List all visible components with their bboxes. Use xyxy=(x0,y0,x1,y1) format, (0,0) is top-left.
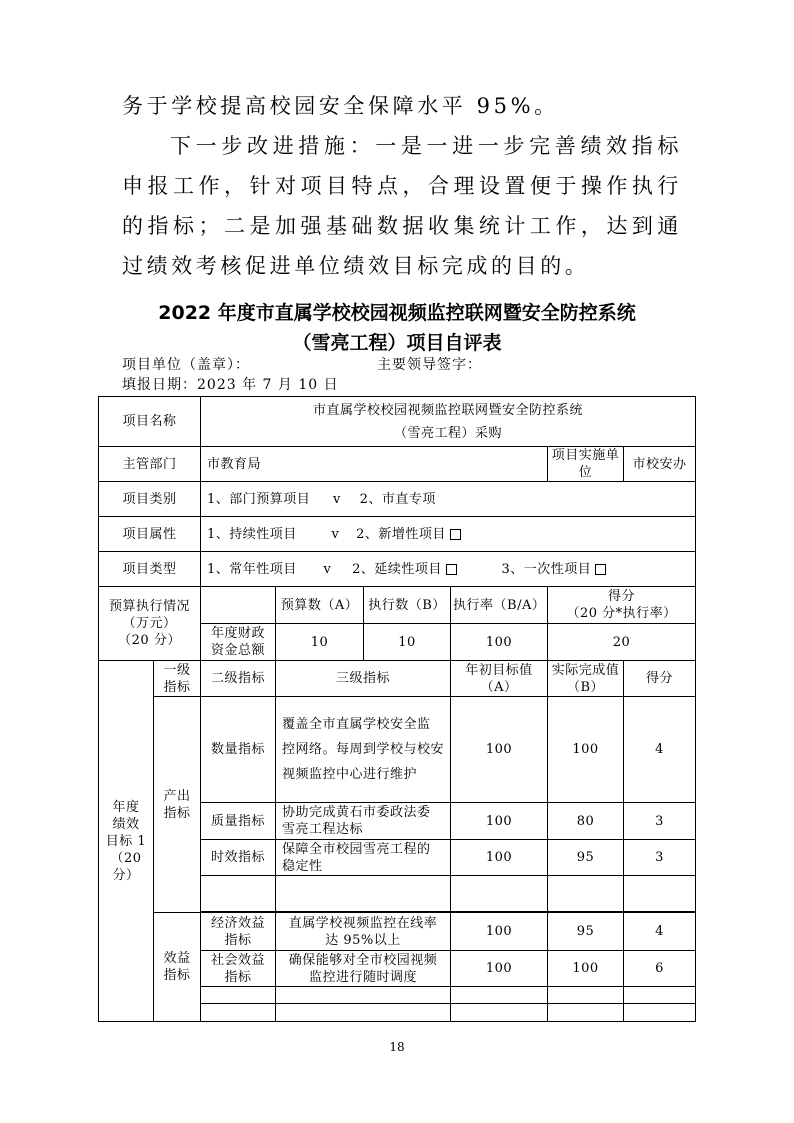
project-name-value xyxy=(201,397,696,447)
economic-line-2: 指标 xyxy=(224,932,252,948)
dept-value: 市教育局 xyxy=(201,447,548,482)
header-target-line-1: 年初目标值 xyxy=(465,662,533,678)
attr-options xyxy=(201,517,696,552)
goal-label-line-5: 分） xyxy=(112,867,140,883)
output-label-line-1: 产出 xyxy=(163,788,191,804)
goal-label-line-4: （20 xyxy=(110,850,142,866)
checkbox-icon xyxy=(450,529,461,540)
attr-check-mark: v xyxy=(331,526,340,542)
category-option-2: 2、市直专项 xyxy=(359,491,436,507)
empty-cell xyxy=(276,876,451,912)
header-level-3: 三级指标 xyxy=(276,661,451,697)
leader-signature-label: 主要领导签字： xyxy=(377,357,482,373)
self-evaluation-table xyxy=(98,396,696,1022)
economic-score: 4 xyxy=(624,913,696,951)
quality-desc-line-2: 雪亮工程达标 xyxy=(282,822,364,837)
budget-col-rate: 执行率（B/A） xyxy=(451,587,548,624)
header-actual xyxy=(548,661,624,697)
type-check-mark: v xyxy=(323,561,332,577)
form-title-line-2: （雪亮工程）项目自评表 xyxy=(292,332,502,354)
timeliness-actual: 95 xyxy=(548,840,624,876)
impl-unit-label: 项目实施单位 xyxy=(548,447,624,482)
economic-desc-line-1: 直属学校视频监控在线率 xyxy=(288,915,438,931)
goal-label-line-3: 目标 1 xyxy=(105,833,147,849)
empty-cell xyxy=(548,1004,624,1022)
timeliness-description xyxy=(276,840,451,876)
checkbox-icon xyxy=(446,564,457,575)
empty-cell xyxy=(624,876,696,912)
row-category xyxy=(99,482,696,517)
timeliness-score: 3 xyxy=(624,840,696,876)
quality-score: 3 xyxy=(624,803,696,840)
impl-unit-value: 市校安办 xyxy=(624,447,696,482)
social-actual: 100 xyxy=(548,951,624,987)
empty-cell xyxy=(276,987,451,1004)
category-options xyxy=(201,482,696,517)
benefit-indicator-label xyxy=(154,913,201,1022)
row-project-name xyxy=(99,397,696,447)
social-target: 100 xyxy=(451,951,548,987)
quantity-desc-line-3: 视频监控中心进行维护 xyxy=(282,767,418,782)
quantity-desc-line-2: 控网络。每周到学校与校安 xyxy=(282,742,445,757)
fill-date: 填报日期：2023 年 7 月 10 日 xyxy=(122,377,339,393)
header-target xyxy=(451,661,548,697)
row-budget-header xyxy=(99,587,696,624)
quantity-desc-line-1: 覆盖全市直属学校安全监 xyxy=(282,717,431,732)
type-option-3: 3、一次性项目 xyxy=(501,561,592,577)
row-type xyxy=(99,552,696,587)
category-option-1: 1、部门预算项目 xyxy=(207,491,311,507)
attr-option-1: 1、持续性项目 xyxy=(207,526,297,542)
economic-benefit-indicator xyxy=(201,913,276,951)
budget-col-a: 预算数（A） xyxy=(276,587,364,624)
social-desc-line-2: 监控进行随时调度 xyxy=(309,969,418,985)
type-option-2: 2、延续性项目 xyxy=(352,561,442,577)
row-department xyxy=(99,447,696,482)
quantity-score: 4 xyxy=(624,697,696,803)
header-level-1-line-2: 指标 xyxy=(163,679,191,695)
project-name-label: 项目名称 xyxy=(99,397,201,447)
attr-option-2: 2、新增性项目 xyxy=(356,526,446,542)
header-actual-line-1: 实际完成值 xyxy=(551,662,620,678)
quality-actual: 80 xyxy=(548,803,624,840)
budget-col-score-line-1: 得分 xyxy=(608,589,636,604)
form-title-line-1: 2022 年度市直属学校校园视频监控联网暨安全防控系统 xyxy=(158,302,636,324)
timeliness-indicator: 时效指标 xyxy=(201,840,276,876)
row-attribute xyxy=(99,517,696,552)
quantity-description xyxy=(276,697,451,803)
row-economic-benefit xyxy=(99,913,696,951)
budget-rate-value: 100 xyxy=(451,624,548,661)
economic-line-1: 经济效益 xyxy=(211,915,266,931)
budget-col-b: 执行数（B） xyxy=(364,587,451,624)
dept-label: 主管部门 xyxy=(99,447,201,482)
attr-label: 项目属性 xyxy=(99,517,201,552)
body-line-1: 务于学校提高校园安全保障水平 95%。 xyxy=(122,94,559,118)
empty-cell xyxy=(548,876,624,912)
budget-b-value: 10 xyxy=(364,624,451,661)
empty-cell xyxy=(276,1004,451,1022)
social-line-2: 指标 xyxy=(224,969,252,985)
empty-cell xyxy=(548,987,624,1004)
quality-desc-line-1: 协助完成黄石市委政法委 xyxy=(282,805,431,820)
type-option-1: 1、常年性项目 xyxy=(207,561,297,577)
category-check-mark: v xyxy=(332,491,341,507)
timeliness-desc-line-1: 保障全市校园雪亮工程的 xyxy=(282,841,431,857)
empty-cell xyxy=(451,1004,548,1022)
empty-cell xyxy=(624,987,696,1004)
header-level-1 xyxy=(154,661,201,697)
quantity-actual: 100 xyxy=(548,697,624,803)
budget-label-line-2: （万元） xyxy=(122,616,177,631)
economic-description xyxy=(276,913,451,951)
fund-total-label xyxy=(201,624,276,661)
category-label: 项目类别 xyxy=(99,482,201,517)
empty-cell xyxy=(201,1004,276,1022)
header-level-2: 二级指标 xyxy=(201,661,276,697)
project-name-line-1: 市直属学校校园视频监控联网暨安全防控系统 xyxy=(313,402,584,418)
social-desc-line-1: 确保能够对全市校园视频 xyxy=(288,952,438,968)
quality-description xyxy=(276,803,451,840)
row-quantity xyxy=(99,697,696,803)
budget-col-score xyxy=(548,587,696,624)
empty-cell xyxy=(451,987,548,1004)
page-number: 18 xyxy=(389,1040,405,1054)
fund-label-line-1: 年度财政 xyxy=(211,626,266,641)
budget-label-line-3: （20 分） xyxy=(118,633,181,648)
social-benefit-indicator xyxy=(201,951,276,987)
goal-label-line-1: 年度 xyxy=(112,799,140,815)
type-options xyxy=(201,552,696,587)
budget-label xyxy=(99,587,201,661)
social-description xyxy=(276,951,451,987)
goal-label-line-2: 绩效 xyxy=(112,816,140,832)
economic-target: 100 xyxy=(451,913,548,951)
row-indicator-header xyxy=(99,661,696,697)
quality-target: 100 xyxy=(451,803,548,840)
project-unit-label: 项目单位（盖章）： xyxy=(122,357,250,373)
budget-blank-cell xyxy=(201,587,276,624)
benefit-label-line-1: 效益 xyxy=(163,951,191,966)
empty-cell xyxy=(451,876,548,912)
timeliness-target: 100 xyxy=(451,840,548,876)
budget-label-line-1: 预算执行情况 xyxy=(109,599,191,614)
empty-cell xyxy=(201,876,276,912)
social-score: 6 xyxy=(624,951,696,987)
body-paragraph: 下一步改进措施：一是一进一步完善绩效指标申报工作，针对项目特点，合理设置便于操作执行的指标；二是加强基础数据收集统计工作，达到通过绩效考核促进单位绩效目标完成的目的。 xyxy=(122,134,682,278)
header-target-line-2: （A） xyxy=(480,679,518,695)
budget-a-value: 10 xyxy=(276,624,364,661)
header-actual-line-2: （B） xyxy=(566,679,605,695)
goal-label xyxy=(99,661,154,1022)
empty-cell xyxy=(624,1004,696,1022)
economic-desc-line-2: 达 95%以上 xyxy=(325,932,401,948)
checkbox-icon xyxy=(595,564,606,575)
output-label-line-2: 指标 xyxy=(163,805,191,821)
project-name-line-2: （雪亮工程）采购 xyxy=(394,425,503,441)
output-indicator-label xyxy=(154,697,201,913)
social-line-1: 社会效益 xyxy=(211,952,266,968)
header-score: 得分 xyxy=(624,661,696,697)
fund-label-line-2: 资金总额 xyxy=(211,643,266,658)
header-level-1-line-1: 一级 xyxy=(163,662,191,678)
timeliness-desc-line-2: 稳定性 xyxy=(282,858,323,874)
benefit-label-line-2: 指标 xyxy=(163,968,191,983)
quality-indicator: 质量指标 xyxy=(201,803,276,840)
budget-col-score-line-2: （20 分*执行率） xyxy=(566,606,677,621)
empty-cell xyxy=(201,987,276,1004)
quantity-target: 100 xyxy=(451,697,548,803)
economic-actual: 95 xyxy=(548,913,624,951)
quantity-indicator: 数量指标 xyxy=(201,697,276,803)
type-label: 项目类型 xyxy=(99,552,201,587)
budget-score-value: 20 xyxy=(548,624,696,661)
